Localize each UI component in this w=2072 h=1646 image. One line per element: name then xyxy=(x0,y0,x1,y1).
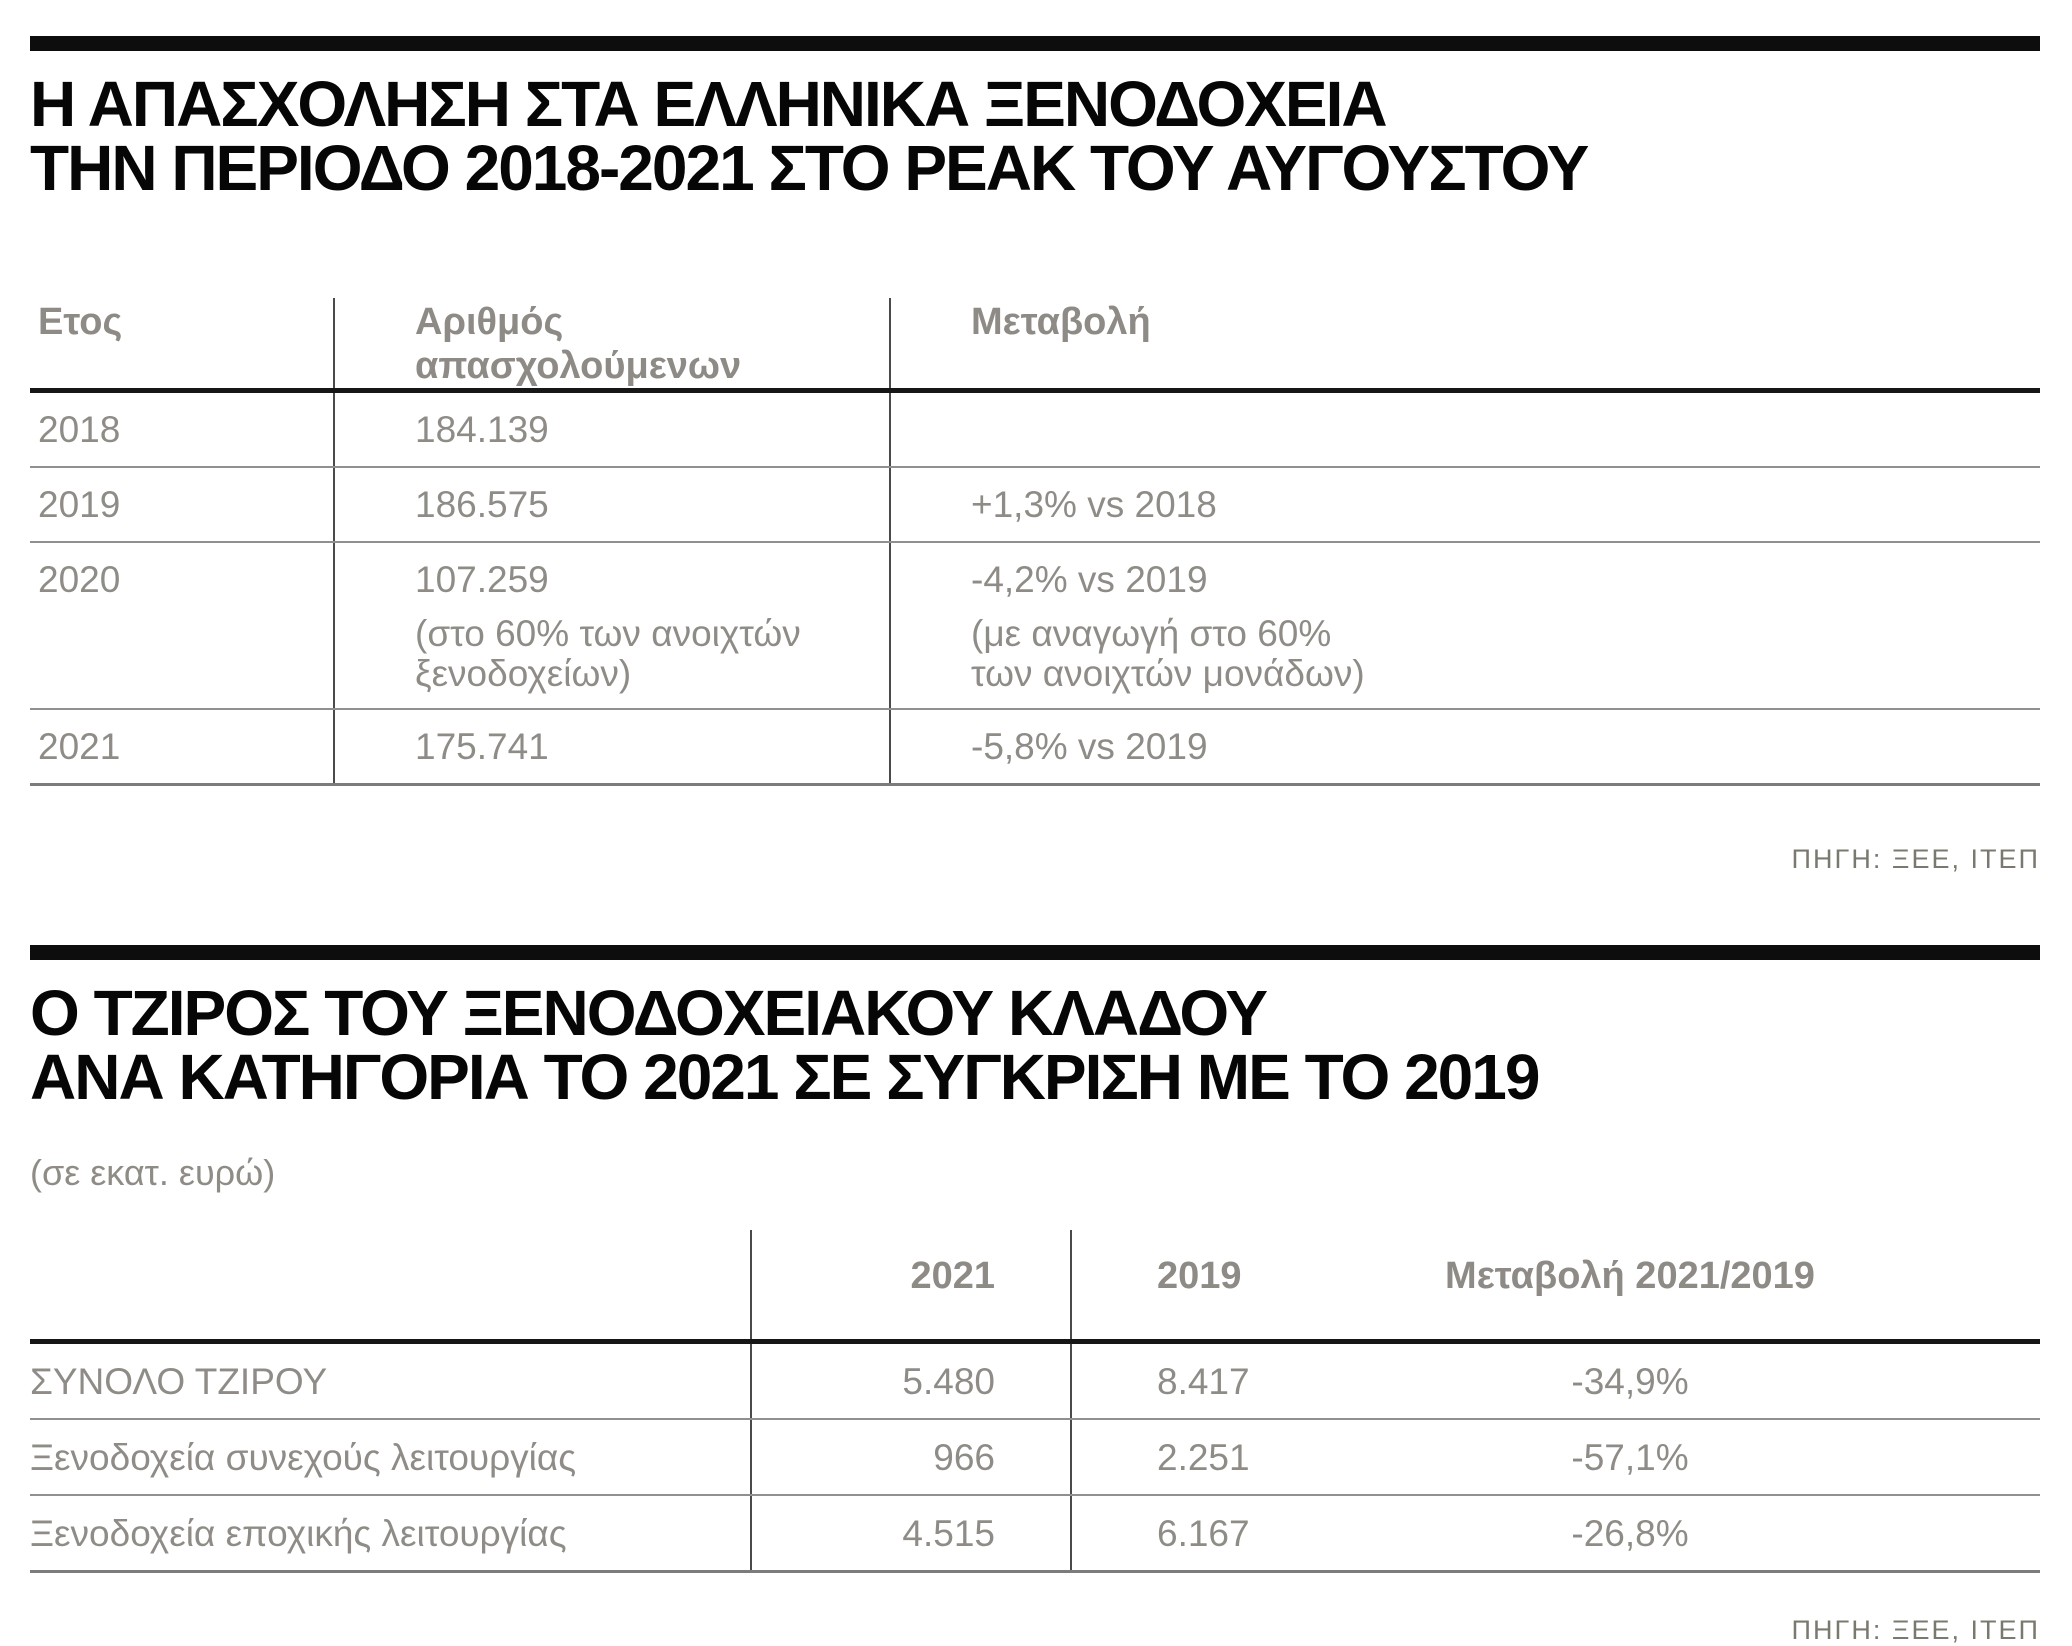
value-2021-cell: 966 xyxy=(750,1420,1070,1494)
employee-count-cell: 186.575 xyxy=(333,468,889,541)
note-line: (με αναγωγή στο 60% xyxy=(971,613,1332,654)
employee-count-note xyxy=(415,614,829,694)
value-2019-cell: 6.167 xyxy=(1070,1496,1400,1570)
change-value: -4,2% vs 2019 xyxy=(971,559,1208,600)
column-header-2021: 2021 xyxy=(750,1230,1070,1339)
change-cell: +1,3% vs 2018 xyxy=(889,468,2040,541)
category-cell: ΣΥΝΟΛΟ ΤΖΙΡΟΥ xyxy=(30,1360,328,1402)
value-2019-cell: 2.251 xyxy=(1070,1420,1400,1494)
table-row xyxy=(30,393,2040,468)
source-credit: ΠΗΓΗ: ΞΕΕ, ΙΤΕΠ xyxy=(1791,1614,2040,1645)
table-row xyxy=(30,1344,2040,1420)
section-employment xyxy=(30,36,2040,875)
title-line-2: ΑΝΑ ΚΑΤΗΓΟΡΙΑ ΤΟ 2021 ΣΕ ΣΥΓΚΡΙΣΗ ΜΕ ΤΟ 2019 xyxy=(30,1041,1539,1113)
turnover-table-header-row xyxy=(30,1230,2040,1344)
table-row xyxy=(30,543,2040,710)
year-cell: 2021 xyxy=(38,726,121,767)
note-line: (στο 60% των ανοιχτών xyxy=(415,613,801,654)
column-header-category xyxy=(30,1230,750,1339)
employee-count-cell xyxy=(333,543,889,708)
source-credit: ΠΗΓΗ: ΞΕΕ, ΙΤΕΠ xyxy=(1791,844,2040,874)
table-row xyxy=(30,1496,2040,1573)
change-cell: -57,1% xyxy=(1571,1436,1689,1478)
title-line-1: Η ΑΠΑΣΧΟΛΗΣΗ ΣΤΑ ΕΛΛΗΝΙΚΑ ΞΕΝΟΔΟΧΕΙΑ xyxy=(30,68,1386,140)
value-2019-cell: 8.417 xyxy=(1070,1344,1400,1418)
category-cell: Ξενοδοχεία συνεχούς λειτουργίας xyxy=(30,1436,577,1478)
turnover-table xyxy=(30,1230,2040,1573)
column-header-year: Ετος xyxy=(38,301,123,343)
section-title-employment xyxy=(30,68,2040,204)
category-cell: Ξενοδοχεία εποχικής λειτουργίας xyxy=(30,1512,567,1554)
table-row xyxy=(30,1420,2040,1496)
value-2021-cell: 5.480 xyxy=(750,1344,1070,1418)
employment-table xyxy=(30,298,2040,786)
column-header-change: Μεταβολή xyxy=(889,298,2040,388)
year-cell: 2019 xyxy=(38,484,121,525)
note-line: ξενοδοχείων) xyxy=(415,653,632,694)
section-title-turnover xyxy=(30,977,2040,1113)
table-row xyxy=(30,468,2040,543)
employee-count-cell: 184.139 xyxy=(333,393,889,466)
change-cell: -26,8% xyxy=(1571,1512,1689,1554)
title-line-1: Ο ΤΖΙΡΟΣ ΤΟΥ ΞΕΝΟΔΟΧΕΙΑΚΟΥ ΚΛΑΔΟΥ xyxy=(30,977,1267,1049)
change-cell xyxy=(889,393,2040,466)
change-note xyxy=(971,614,1980,694)
column-header-employee-count: Αριθμός απασχολούμενων xyxy=(333,298,889,388)
year-cell: 2018 xyxy=(38,409,121,450)
section-turnover xyxy=(30,945,2040,1646)
column-header-2019: 2019 xyxy=(1070,1230,1400,1339)
title-line-2: ΤΗΝ ΠΕΡΙΟΔΟ 2018-2021 ΣΤΟ PEAK ΤΟΥ ΑΥΓΟΥΣΤΟΥ xyxy=(30,132,1588,204)
employment-table-header-row xyxy=(30,298,2040,393)
value-2021-cell: 4.515 xyxy=(750,1496,1070,1570)
unit-note: (σε εκατ. ευρώ) xyxy=(30,1151,276,1193)
change-cell xyxy=(889,543,2040,708)
section-divider-bar xyxy=(30,36,2040,51)
employee-count-value: 107.259 xyxy=(415,559,549,600)
change-cell: -5,8% vs 2019 xyxy=(889,710,2040,783)
change-cell: -34,9% xyxy=(1571,1360,1689,1402)
section-divider-bar xyxy=(30,945,2040,960)
year-cell: 2020 xyxy=(38,559,121,600)
note-line: των ανοιχτών μονάδων) xyxy=(971,653,1365,694)
table-row xyxy=(30,710,2040,786)
column-header-change: Μεταβολή 2021/2019 xyxy=(1445,1254,1815,1297)
employee-count-cell: 175.741 xyxy=(333,710,889,783)
